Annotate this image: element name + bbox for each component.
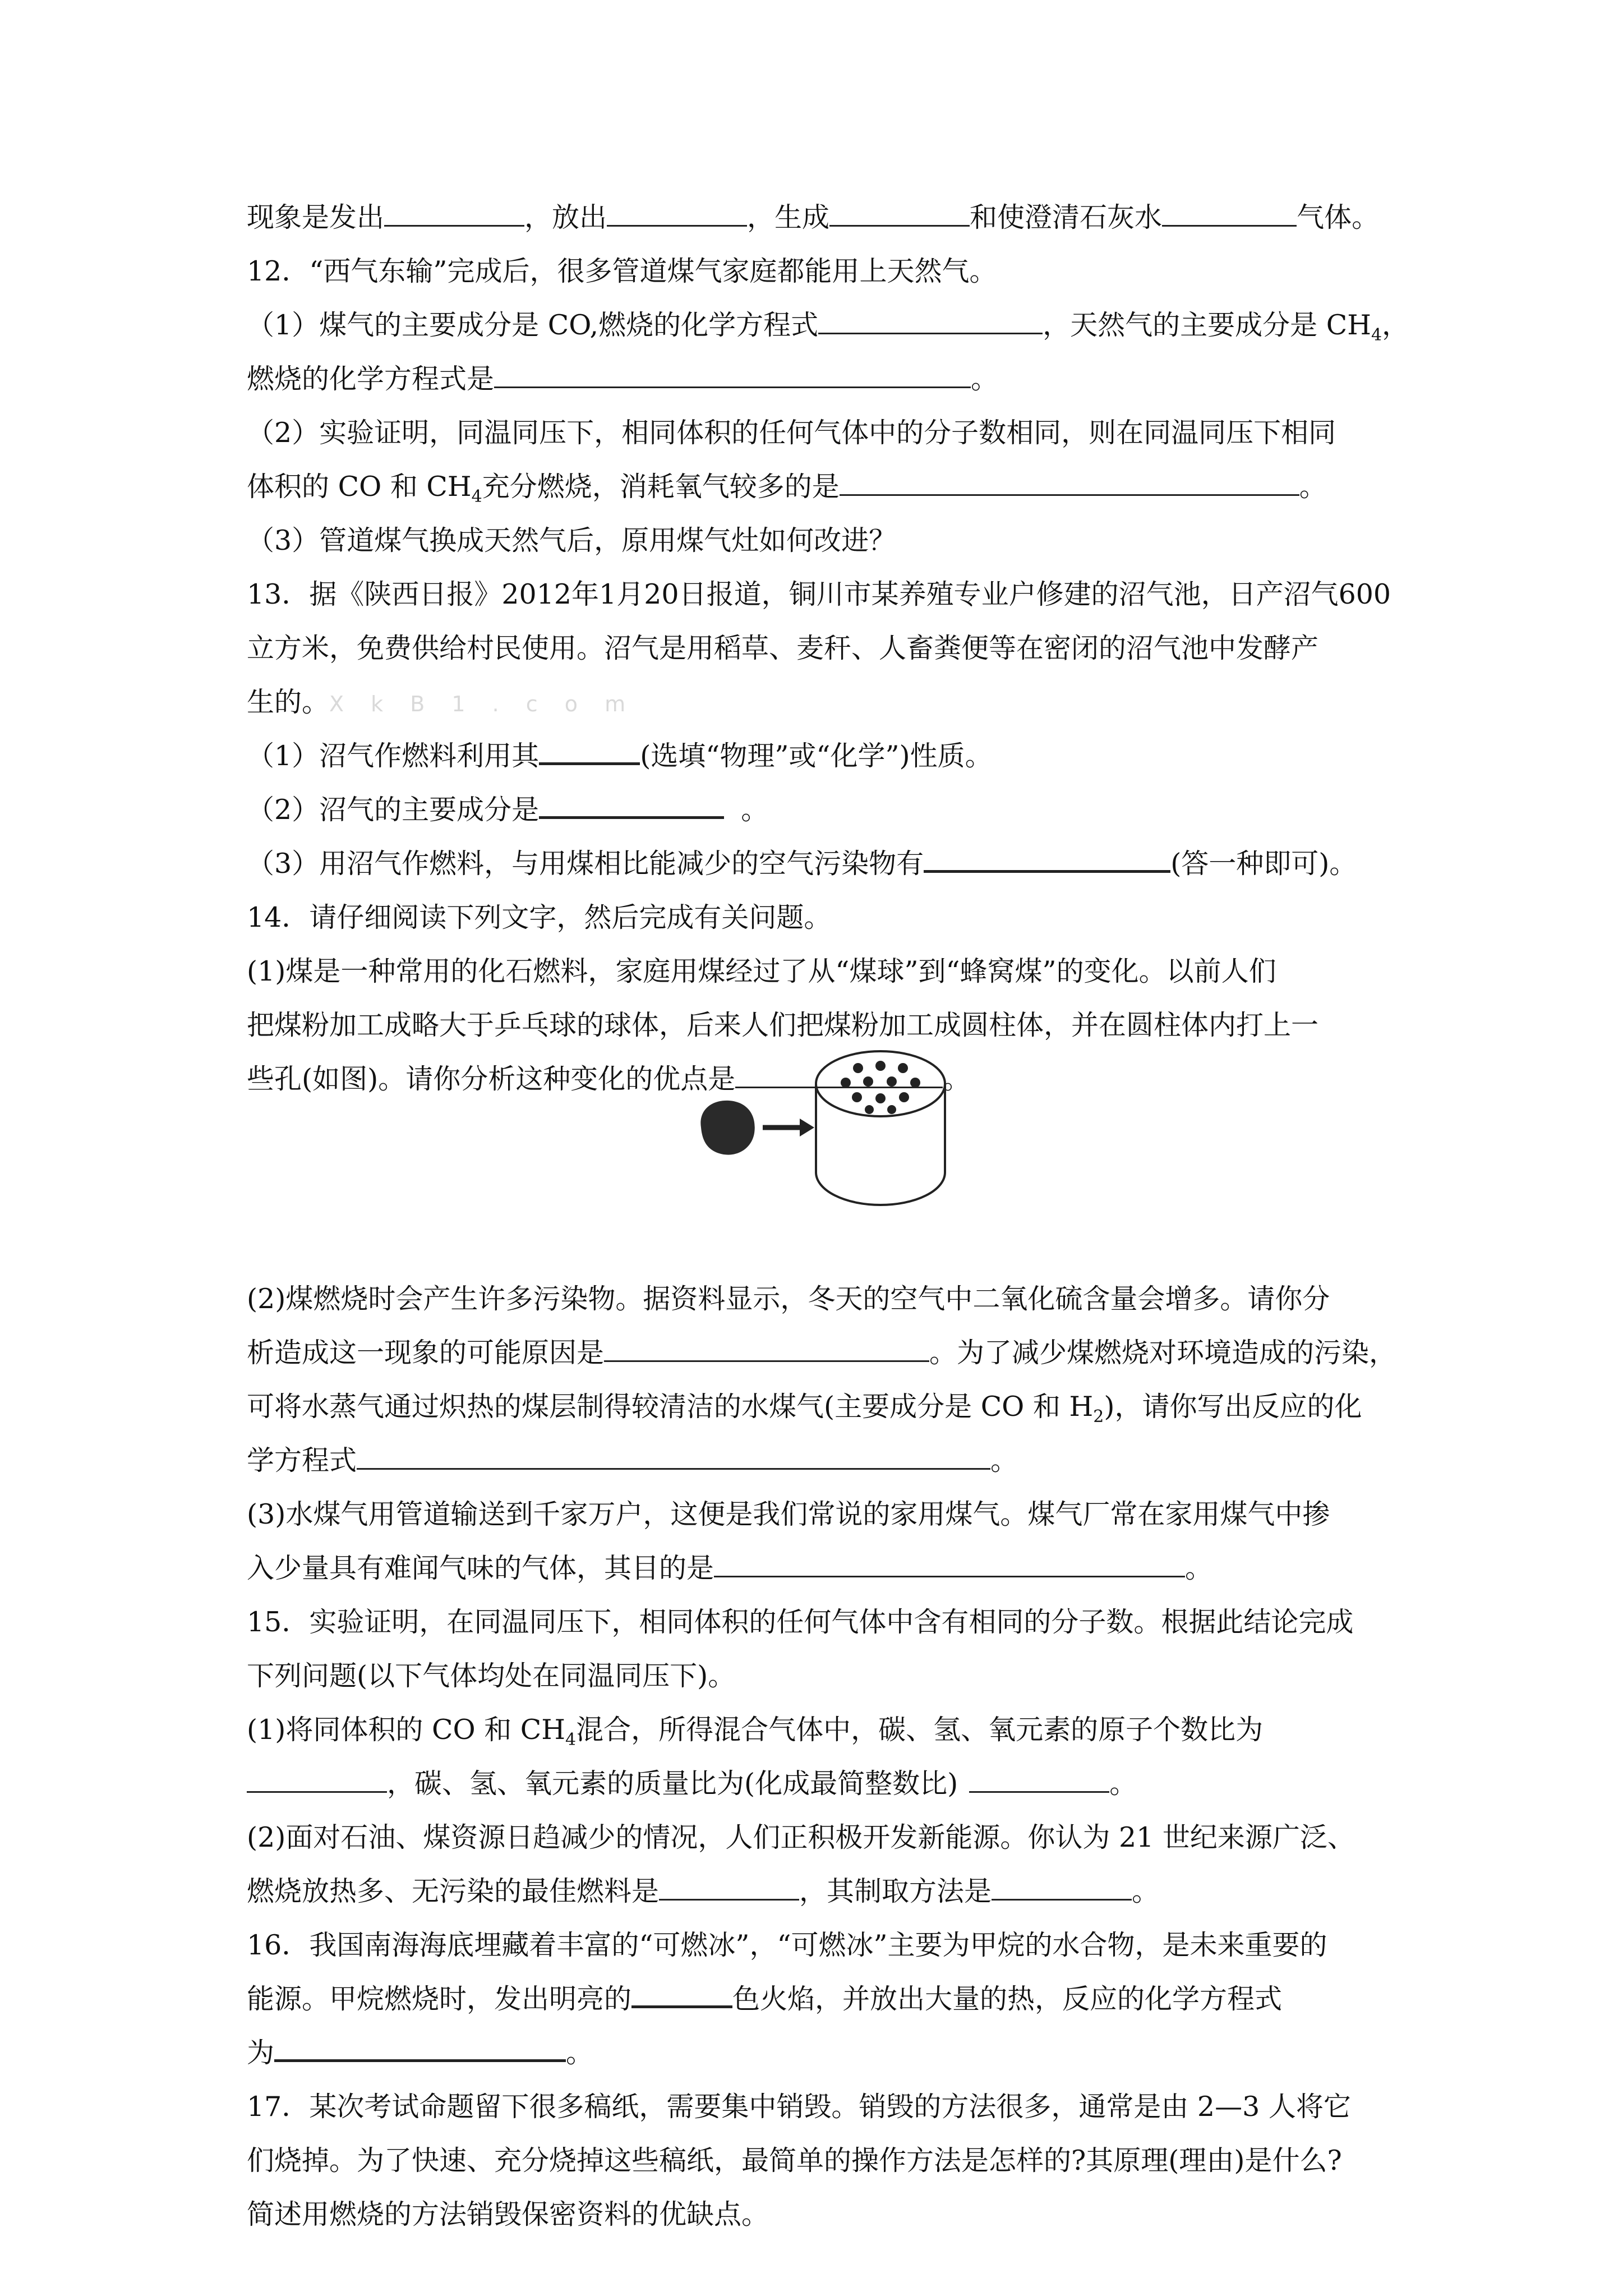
coal-ball-icon bbox=[700, 1101, 754, 1155]
text: 可将水蒸气通过炽热的煤层制得较清洁的水煤气(主要成分是 CO 和 H bbox=[247, 1391, 1094, 1423]
answer-blank[interactable] bbox=[840, 468, 1299, 496]
text: 们烧掉。为了快速、充分烧掉这些稿纸，最简单的操作方法是怎样的?其原理(理由)是什么? bbox=[247, 2145, 1342, 2177]
answer-blank[interactable] bbox=[247, 1765, 387, 1793]
text: (3)水煤气用管道输送到千家万户，这便是我们常说的家用煤气。煤气厂常在家用煤气中掺 bbox=[247, 1498, 1330, 1530]
question-16-line3 bbox=[247, 2026, 1408, 2080]
question-17-line1 bbox=[247, 2080, 1408, 2134]
briquette-holes bbox=[841, 1061, 920, 1114]
answer-blank[interactable] bbox=[604, 1335, 929, 1362]
text: 。 bbox=[1109, 1768, 1137, 1800]
text: 燃烧放热多、无污染的最佳燃料是 bbox=[247, 1875, 660, 1907]
text: 。 bbox=[971, 363, 999, 395]
text: 。 bbox=[943, 1063, 971, 1095]
answer-blank[interactable] bbox=[659, 1873, 799, 1901]
subscript: 4 bbox=[471, 486, 482, 507]
question-13-line3 bbox=[247, 675, 1408, 729]
question-13-line2 bbox=[247, 622, 1408, 675]
text: 体积的 CO 和 CH bbox=[247, 471, 472, 503]
subscript: 4 bbox=[565, 1729, 577, 1750]
question-text: 15．实验证明，在同温同压下，相同体积的任何气体中含有相同的分子数。根据此结论完成 bbox=[247, 1606, 1354, 1638]
subscript: 2 bbox=[1093, 1406, 1104, 1427]
question-16-line1 bbox=[247, 1918, 1408, 1972]
question-text: 17．某次考试命题留下很多稿纸，需要集中销毁。销毁的方法很多，通常是由 2—3 人将它 bbox=[247, 2091, 1351, 2123]
q12-part1-line1 bbox=[247, 298, 1408, 352]
q15-part1-line2 bbox=[247, 1757, 1408, 1811]
answer-blank[interactable] bbox=[357, 1442, 990, 1470]
text: 。为了减少煤燃烧对环境造成的污染， bbox=[929, 1337, 1397, 1369]
text: 入少量具有难闻气味的气体，其目的是 bbox=[247, 1552, 714, 1584]
q15-part1-line1 bbox=[247, 1703, 1408, 1757]
text: （2）沼气的主要成分是 bbox=[247, 794, 540, 826]
q15-part2-line2 bbox=[247, 1865, 1408, 1918]
q12-part3 bbox=[247, 514, 1408, 568]
text: ， bbox=[1382, 309, 1410, 341]
question-text: 14．请仔细阅读下列文字，然后完成有关问题。 bbox=[247, 901, 832, 933]
q14-part3-line2 bbox=[247, 1542, 1408, 1595]
question-14 bbox=[247, 891, 1408, 945]
honeycomb-briquette-icon bbox=[816, 1051, 945, 1205]
text: ，生成 bbox=[747, 201, 830, 233]
text: 充分燃烧，消耗氧气较多的是 bbox=[482, 471, 840, 503]
answer-blank[interactable] bbox=[818, 307, 1043, 334]
text: （3）管道煤气换成天然气后，原用煤气灶如何改进？ bbox=[247, 524, 897, 556]
q14-part2-line1 bbox=[247, 1272, 1408, 1326]
answer-blank[interactable] bbox=[539, 737, 640, 765]
text: 些孔(如图)。请你分析这种变化的优点是 bbox=[247, 1063, 736, 1095]
text: 现象是发出 bbox=[247, 201, 385, 233]
text: 学方程式 bbox=[247, 1444, 357, 1476]
q13-part3 bbox=[247, 837, 1408, 891]
question-16-line2 bbox=[247, 1972, 1408, 2026]
text: 。 bbox=[566, 2037, 594, 2069]
text: 简述用燃烧的方法销毁保密资料的优缺点。 bbox=[247, 2198, 769, 2230]
text: ，其制取方法是 bbox=[799, 1875, 992, 1907]
q11-tail-line bbox=[247, 191, 1408, 245]
text: 。 bbox=[1132, 1875, 1160, 1907]
q14-part2-line3 bbox=[247, 1380, 1408, 1434]
answer-blank[interactable] bbox=[494, 361, 971, 388]
q12-part1-line2 bbox=[247, 352, 1408, 406]
question-17-line3 bbox=[247, 2188, 1408, 2242]
q14-part2-line4 bbox=[247, 1434, 1408, 1488]
text: 。 bbox=[741, 794, 769, 826]
q13-part1 bbox=[247, 729, 1408, 783]
text: 为 bbox=[247, 2037, 275, 2069]
text: ，碳、氢、氧元素的质量比为(化成最简整数比) bbox=[387, 1768, 958, 1800]
q12-part2-line1 bbox=[247, 406, 1408, 460]
text: （1）煤气的主要成分是 CO,燃烧的化学方程式 bbox=[247, 309, 819, 341]
text: (答一种即可)。 bbox=[1170, 848, 1357, 880]
text: (选填“物理”或“化学”)性质。 bbox=[640, 740, 993, 772]
answer-blank[interactable] bbox=[714, 1550, 1185, 1577]
q12-part2-line2 bbox=[247, 460, 1408, 514]
text: （1）沼气作燃料利用其 bbox=[247, 740, 540, 772]
answer-blank[interactable] bbox=[384, 199, 524, 227]
answer-blank[interactable] bbox=[829, 199, 970, 227]
question-text: 16．我国南海海底埋藏着丰富的“可燃冰”，“可燃冰”主要为甲烷的水合物，是未来重要的 bbox=[247, 1929, 1327, 1961]
question-text: 13．据《陕西日报》2012年1月20日报道，铜川市某养殖专业户修建的沼气池，日产沼气600 bbox=[247, 578, 1391, 610]
question-15-line2 bbox=[247, 1649, 1408, 1703]
answer-blank[interactable] bbox=[274, 2033, 566, 2062]
text: 。 bbox=[990, 1444, 1018, 1476]
q14-part3-line1 bbox=[247, 1488, 1408, 1542]
right-arrow-icon bbox=[763, 1119, 814, 1137]
subscript: 4 bbox=[1371, 325, 1382, 345]
q15-part2-line1 bbox=[247, 1811, 1408, 1865]
worksheet-page bbox=[247, 191, 1408, 2242]
text: 立方米，免费供给村民使用。沼气是用稻草、麦秆、人畜粪便等在密闭的沼气池中发酵产 bbox=[247, 632, 1319, 664]
text: (2)煤燃烧时会产生许多污染物。据资料显示，冬天的空气中二氧化硫含量会增多。请你分 bbox=[247, 1283, 1330, 1315]
text: 色火焰，并放出大量的热，反应的化学方程式 bbox=[732, 1983, 1283, 2015]
answer-blank[interactable] bbox=[631, 1980, 732, 2008]
text: (2)面对石油、煤资源日趋减少的情况，人们正积极开发新能源。你认为 21 世纪来源广泛、 bbox=[247, 1821, 1355, 1853]
text: ，放出 bbox=[524, 201, 607, 233]
question-15-line1 bbox=[247, 1595, 1408, 1649]
q14-part1-line1 bbox=[247, 945, 1408, 999]
text: （3）用沼气作燃料，与用煤相比能减少的空气污染物有 bbox=[247, 848, 924, 880]
text: ，天然气的主要成分是 CH bbox=[1043, 309, 1371, 341]
question-17-line2 bbox=[247, 2134, 1408, 2188]
text: 下列问题(以下气体均处在同温同压下)。 bbox=[247, 1660, 736, 1692]
answer-blank[interactable] bbox=[924, 844, 1170, 873]
question-text: 12．“西气东输”完成后，很多管道煤气家庭都能用上天然气。 bbox=[247, 255, 997, 287]
question-12 bbox=[247, 245, 1408, 298]
watermark: X k B 1 . c o m bbox=[329, 692, 636, 716]
text: 析造成这一现象的可能原因是 bbox=[247, 1337, 605, 1369]
question-13-line1 bbox=[247, 568, 1408, 622]
text: 气体。 bbox=[1297, 201, 1380, 233]
text: 混合，所得混合气体中，碳、氢、氧元素的原子个数比为 bbox=[576, 1714, 1264, 1746]
text: 生的。 bbox=[247, 686, 330, 718]
text: 。 bbox=[1185, 1552, 1213, 1584]
text: 能源。甲烷燃烧时，发出明亮的 bbox=[247, 1983, 632, 2015]
text: （2）实验证明，同温同压下，相同体积的任何气体中的分子数相同，则在同温同压下相同 bbox=[247, 417, 1336, 449]
text: 和使澄清石灰水 bbox=[970, 201, 1163, 233]
text: 燃烧的化学方程式是 bbox=[247, 363, 495, 395]
answer-blank[interactable] bbox=[539, 790, 724, 819]
text: 。 bbox=[1299, 471, 1327, 503]
text: (1)煤是一种常用的化石燃料，家庭用煤经过了从“煤球”到“蜂窝煤”的变化。以前人们 bbox=[247, 955, 1276, 987]
answer-blank[interactable] bbox=[969, 1765, 1109, 1793]
answer-blank[interactable] bbox=[607, 199, 747, 227]
text: (1)将同体积的 CO 和 CH bbox=[247, 1714, 566, 1746]
coal-briquette-figure bbox=[690, 1043, 959, 1212]
text: )，请你写出反应的化 bbox=[1104, 1391, 1362, 1423]
text: 把煤粉加工成略大于乒乓球的球体，后来人们把煤粉加工成圆柱体，并在圆柱体内打上一 bbox=[247, 1009, 1319, 1041]
q13-part2 bbox=[247, 783, 1408, 837]
answer-blank[interactable] bbox=[1162, 199, 1297, 227]
q14-part2-line2 bbox=[247, 1326, 1408, 1380]
answer-blank[interactable] bbox=[992, 1873, 1132, 1901]
